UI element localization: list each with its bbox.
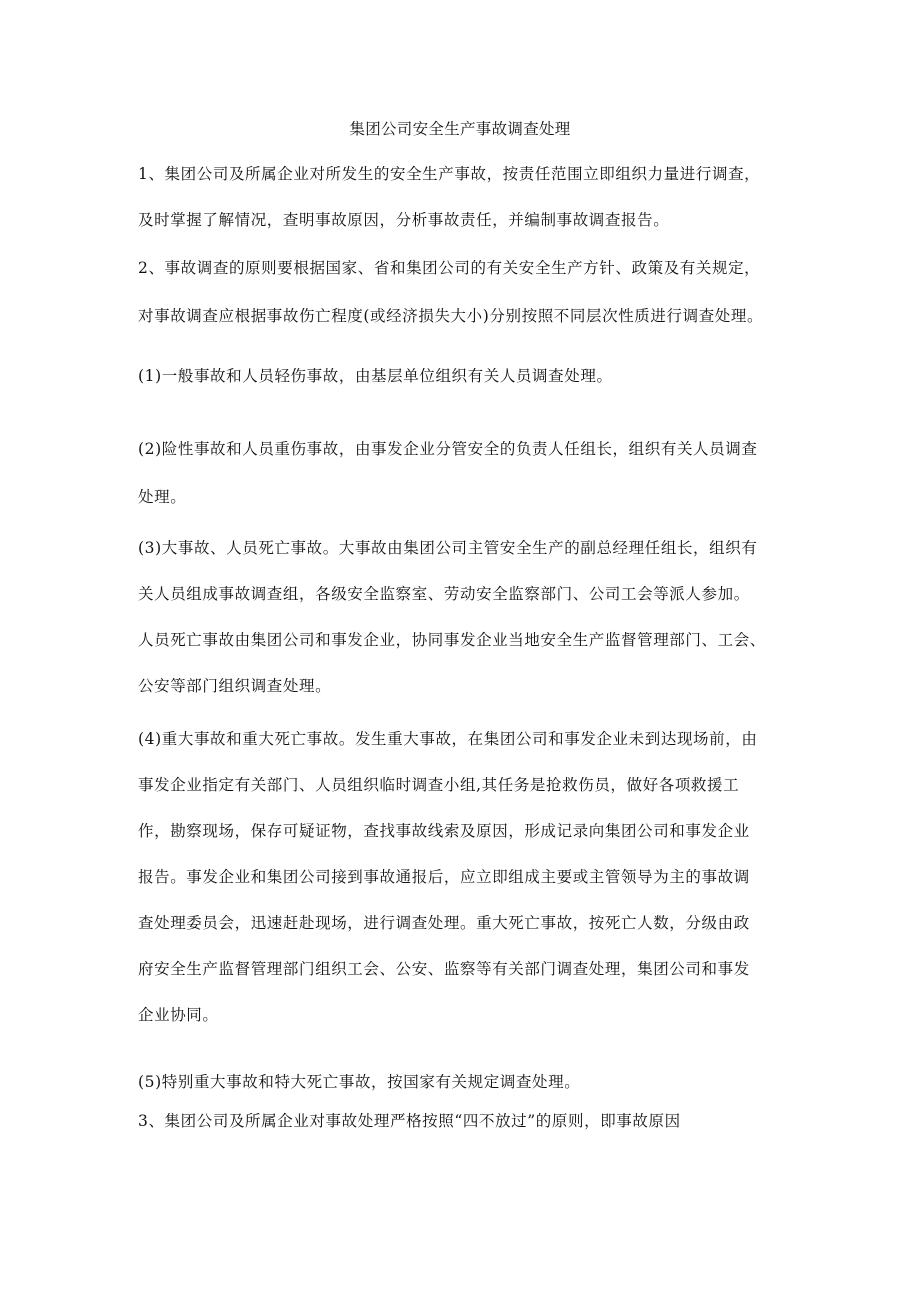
paragraph-line: 3、集团公司及所属企业对事故处理严格按照“四不放过”的原则，即事故原因 [138, 1112, 681, 1130]
paragraph-line: (5)特别重大事故和特大死亡事故，按国家有关规定调查处理。 [138, 1073, 581, 1091]
paragraph-line: 作，勘察现场，保存可疑证物，查找事故线索及原因，形成记录向集团公司和事发企业 [138, 822, 750, 840]
paragraph-item-4 [138, 727, 798, 1027]
paragraph-line: 对事故调查应根据事故伤亡程度(或经济损失大小)分别按照不同层次性质进行调查处理。 [138, 307, 764, 325]
paragraph-2 [138, 256, 798, 328]
paragraph-line: 企业协同。 [138, 1006, 219, 1024]
paragraph-item-2 [138, 437, 798, 509]
paragraph-item-3 [138, 536, 798, 698]
paragraph-line: (4)重大事故和重大死亡事故。发生重大事故，在集团公司和事发企业未到达现场前，由 [138, 730, 758, 748]
paragraph-line: 报告。事发企业和集团公司接到事故通报后，应立即组成主要或主管领导为主的事故调 [138, 868, 750, 886]
paragraph-3 [138, 1109, 798, 1133]
paragraph-line: (2)险性事故和人员重伤事故，由事发企业分管安全的负责人任组长，组织有关人员调查 [138, 440, 758, 458]
document-title: 集团公司安全生产事故调查处理 [349, 120, 571, 138]
paragraph-line: 关人员组成事故调查组，各级安全监察室、劳动安全监察部门、公司工会等派人参加。 [138, 585, 750, 603]
paragraph-1 [138, 162, 798, 232]
paragraph-line: 处理。 [138, 488, 187, 506]
paragraph-line: 2、事故调查的原则要根据国家、省和集团公司的有关安全生产方针、政策及有关规定， [138, 259, 761, 277]
paragraph-line: (3)大事故、人员死亡事故。大事故由集团公司主管安全生产的副总经理任组长，组织有 [138, 539, 758, 557]
paragraph-line: 公安等部门组织调查处理。 [138, 677, 332, 695]
paragraph-item-1 [138, 364, 798, 388]
paragraph-line: 人员死亡事故由集团公司和事发企业，协同事发企业当地安全生产监督管理部门、工会、 [138, 631, 766, 649]
paragraph-line: 查处理委员会，迅速赶赴现场，进行调查处理。重大死亡事故，按死亡人数，分级由政 [138, 914, 750, 932]
paragraph-line: (1)一般事故和人员轻伤事故，由基层单位组织有关人员调查处理。 [138, 367, 613, 385]
paragraph-item-5 [138, 1070, 798, 1094]
paragraph-line: 府安全生产监督管理部门组织工会、公安、监察等有关部门调查处理，集团公司和事发 [138, 960, 750, 978]
paragraph-line: 1、集团公司及所属企业对所发生的安全生产事故，按责任范围立即组织力量进行调查， [138, 165, 761, 183]
paragraph-line: 及时掌握了解情况，查明事故原因，分析事故责任，并编制事故调查报告。 [138, 211, 670, 229]
paragraph-line: 事发企业指定有关部门、人员组织临时调查小组,其任务是抢救伤员，做好各项救援工 [138, 776, 740, 794]
